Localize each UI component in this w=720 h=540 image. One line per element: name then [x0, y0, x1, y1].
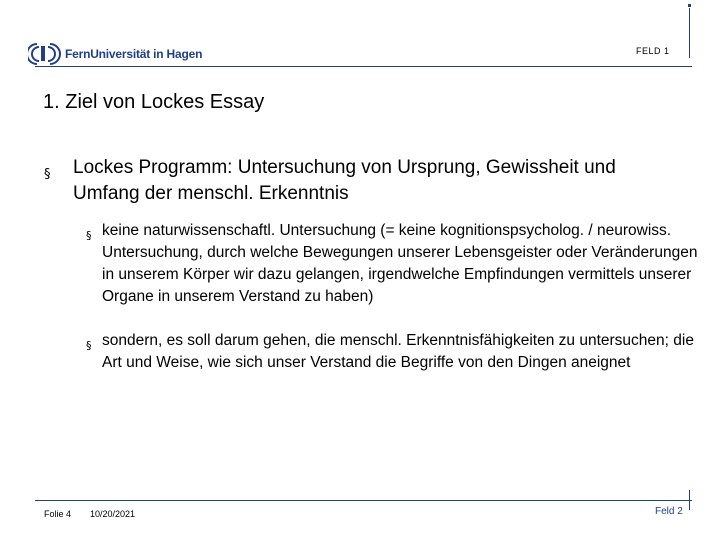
bullet-level2 [86, 330, 706, 374]
logo-text: FernUniversität in Hagen [65, 47, 203, 61]
bullet-marker: § [86, 339, 92, 352]
bullet-text: keine naturwissenschaftl. Untersuchung (= keine kognitionspsycholog. / neurowiss. Untersuchung, durch welche Bewegungen unserer Lebensgeister oder Veränderungen in unserem Körper wir dazu gelangen, irgendwelche Empfindungen vermittels unserer Organe in unserem Verstand zu haben) [102, 222, 698, 305]
bullet-marker: § [86, 229, 92, 242]
header-rule [35, 66, 692, 67]
footer-vertical-rule [689, 490, 690, 510]
footer-rule [35, 500, 692, 501]
header-corner-mark [688, 4, 691, 7]
university-logo [28, 40, 202, 68]
header-vertical-rule [689, 8, 690, 58]
footer-slide-number: Folie 4 [44, 509, 72, 519]
footer-feld-label: Feld 2 [655, 506, 683, 517]
bullet-level2 [86, 220, 706, 308]
footer-date: 10/20/2021 [90, 509, 136, 519]
bullet-marker: § [44, 167, 51, 182]
bullet-level1 [44, 155, 664, 207]
university-logo-icon [28, 41, 62, 67]
bullet-text: sondern, es soll darum gehen, die menschl. Erkenntnisfähigkeiten zu untersuchen; die Art und Weise, wie sich unser Verstand die Begriffe von den Dingen aneignet [102, 332, 694, 371]
header-feld-label: FELD 1 [636, 46, 670, 56]
slide-title: 1. Ziel von Lockes Essay [43, 91, 265, 113]
bullet-text: Lockes Programm: Untersuchung von Ursprung, Gewissheit und Umfang der menschl. Erkenntnis [73, 157, 616, 204]
